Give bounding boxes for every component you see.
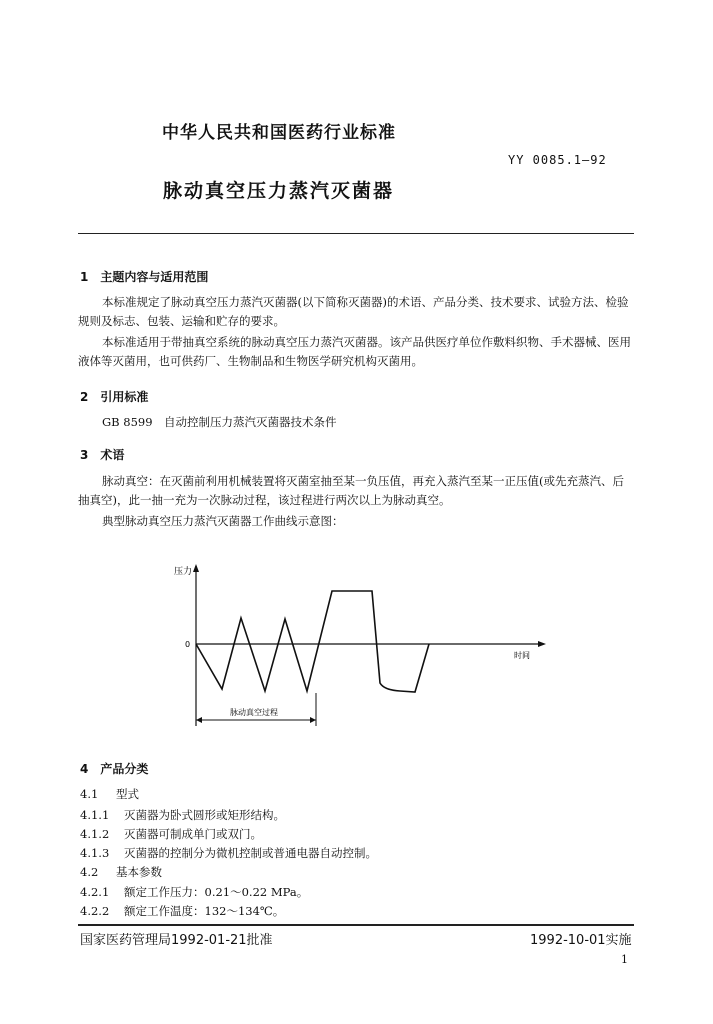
section-2-heading: 2 引用标准 [80, 390, 149, 404]
section-2-reference: GB 8599 自动控制压力蒸汽灭菌器技术条件 [102, 415, 337, 429]
item-text: 灭菌器的控制分为微机控制或普通电器自动控制。 [124, 846, 377, 860]
chart-origin-label: 0 [185, 640, 191, 649]
footer-rule [78, 924, 634, 926]
item-text: 型式 [116, 787, 139, 801]
item-number: 4.1 [80, 787, 99, 801]
section-3-paragraph-1: 脉动真空：在灭菌前利用机械装置将灭菌室抽至某一负压值，再充入蒸汽至某一正压值(或先充蒸汽、后抽真空)，此一抽一充为一次脉动过程，该过程进行两次以上为脉动真空。 [78, 474, 624, 507]
effective-date: 1992-10-01实施 [530, 933, 632, 948]
section-4-heading: 4 产品分类 [80, 762, 149, 776]
header-rule [78, 233, 634, 234]
section-1-heading: 1 主题内容与适用范围 [80, 270, 209, 284]
chart-span-arrow-left [196, 717, 202, 723]
item-number: 4.1.1 [80, 808, 110, 822]
section-1-paragraph-1: 本标准规定了脉动真空压力蒸汽灭菌器(以下简称灭菌器)的术语、产品分类、技术要求、试验方法、检验规则及标志、包装、运输和贮存的要求。 [78, 295, 629, 328]
chart-y-axis-label: 压力 [174, 567, 193, 577]
section-3-heading: 3 术语 [80, 448, 125, 462]
item-number: 4.2 [80, 865, 99, 879]
standard-code: YY 0085.1—92 [508, 153, 607, 167]
list-item [80, 826, 262, 842]
ministry-standard-heading: 中华人民共和国医药行业标准 [162, 123, 396, 143]
approval-note: 国家医药管理局1992-01-21批准 [80, 933, 273, 948]
chart-pressure-curve [196, 591, 429, 692]
list-item [80, 807, 285, 823]
item-number: 4.2.1 [80, 885, 110, 899]
list-item [80, 786, 139, 802]
item-text: 基本参数 [116, 865, 162, 879]
chart-x-axis-arrow [538, 641, 546, 647]
list-item [80, 884, 308, 900]
item-text: 灭菌器可制成单门或双门。 [124, 827, 262, 841]
document-title: 脉动真空压力蒸汽灭菌器 [163, 180, 395, 202]
section-3-paragraph-2: 典型脉动真空压力蒸汽灭菌器工作曲线示意图： [102, 514, 344, 528]
chart-span-arrow-right [310, 717, 316, 723]
page-number: 1 [621, 953, 628, 966]
item-number: 4.1.2 [80, 827, 110, 841]
chart-span-label: 脉动真空过程 [230, 708, 278, 717]
list-item [80, 903, 284, 919]
item-text: 额定工作温度：132～134℃。 [124, 904, 285, 918]
item-text: 灭菌器为卧式圆形或矩形结构。 [124, 808, 285, 822]
chart-x-axis-label: 时间 [514, 651, 530, 660]
item-text: 额定工作压力：0.21～0.22 MPa。 [124, 885, 309, 899]
item-number: 4.2.2 [80, 904, 110, 918]
pulse-vacuum-chart [150, 558, 570, 748]
list-item [80, 845, 377, 861]
section-1-paragraph-2: 本标准适用于带抽真空系统的脉动真空压力蒸汽灭菌器。该产品供医疗单位作敷料织物、手术器械、医用液体等灭菌用，也可供药厂、生物制品和生物医学研究机构灭菌用。 [78, 335, 631, 368]
list-item [80, 864, 162, 880]
item-number: 4.1.3 [80, 846, 110, 860]
chart-y-axis-arrow [193, 564, 199, 572]
